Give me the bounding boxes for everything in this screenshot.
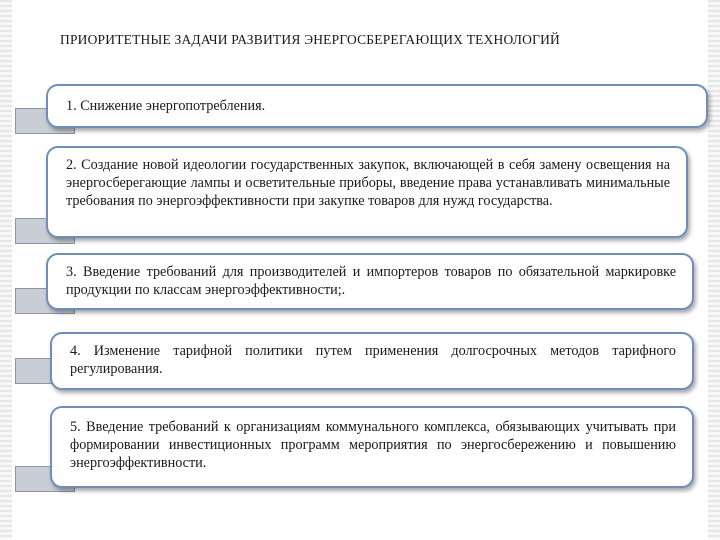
left-edge-decoration <box>0 0 12 540</box>
task-item-4: 4. Изменение тарифной политики путем применения долгосрочных методов тарифного регулирования. <box>50 332 694 390</box>
task-item-5: 5. Введение требований к организациям коммунального комплекса, обязывающих учитывать при формировании инвестиционных программ мероприятия по энергосбережению и повышению энергоэффективности. <box>50 406 694 488</box>
task-item-2: 2. Создание новой идеологии государственных закупок, включающей в себя замену освещения на энергосберегающие лампы и осветительные приборы, введение права устанавливать минимальные требования по энергоэффективности при закупке товаров для нужд государства. <box>46 146 688 238</box>
slide-title: ПРИОРИТЕТНЫЕ ЗАДАЧИ РАЗВИТИЯ ЭНЕРГОСБЕРЕГАЮЩИХ ТЕХНОЛОГИЙ <box>60 32 560 47</box>
task-item-1: 1. Снижение энергопотребления. <box>46 84 708 128</box>
task-item-3: 3. Введение требований для производителей и импортеров товаров по обязательной маркировке продукции по классам энергоэффективности;. <box>46 253 694 310</box>
right-edge-decoration <box>708 0 720 540</box>
